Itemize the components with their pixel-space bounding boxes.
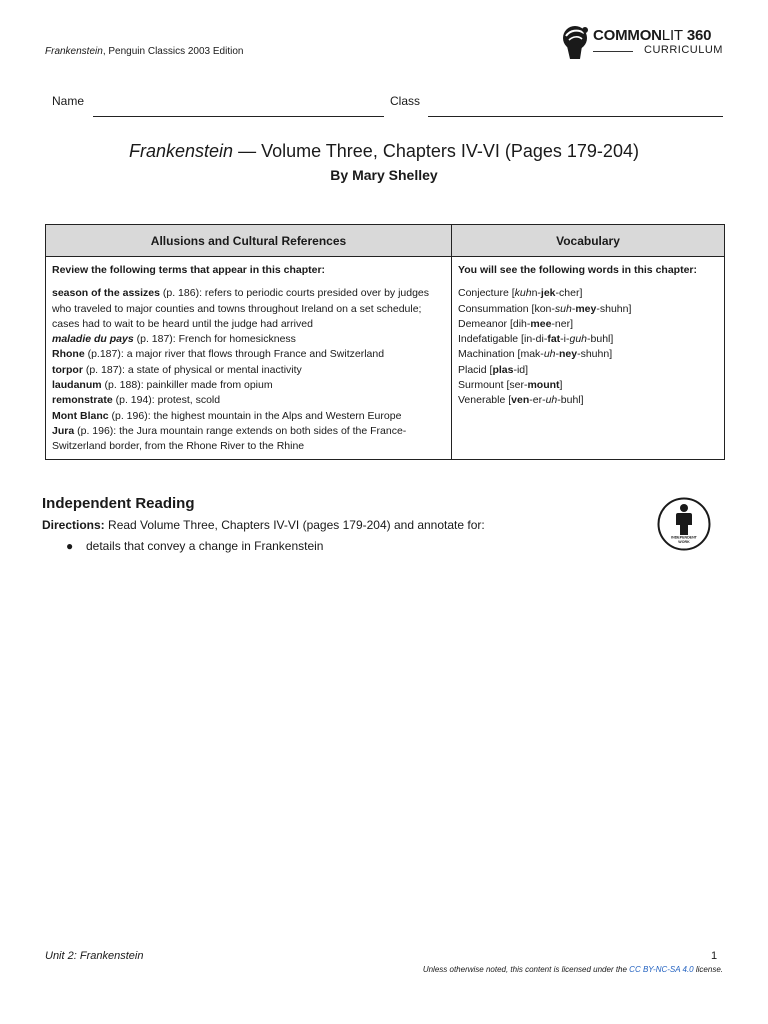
page-title <box>0 141 768 162</box>
commonlit-head-icon <box>560 24 592 62</box>
allusion-term: Mont Blanc <box>52 409 109 422</box>
class-label: Class <box>390 94 421 108</box>
allusion-definition: (p. 196): the Jura mountain range extends on both sides of the France-Switzerland border, from the Rhone River to the Rhine <box>52 424 407 453</box>
page-number: 1 <box>711 950 718 962</box>
vocabulary-cell <box>452 257 725 460</box>
vocab-entry: Venerable [ven-er-uh-buhl] <box>458 394 584 407</box>
vocab-entry: Surmount [ser-mount] <box>458 379 563 392</box>
brand-light: LIT <box>661 27 683 44</box>
icon-label-line1: INDEPENDENT <box>671 535 697 540</box>
vocab-pronunciation: plas-id <box>492 363 526 376</box>
bullet-icon: ● <box>66 539 74 553</box>
license-text: Unless otherwise noted, this content is licensed under the <box>422 965 630 974</box>
vocab-pronunciation: in-di-fat-i-guh-buhl <box>523 333 611 346</box>
license-notice <box>390 965 723 974</box>
vocab-entry: Demeanor [dih-mee-ner] <box>458 317 574 330</box>
vocab-entry: Machination [mak-uh-ney-shuhn] <box>458 348 613 361</box>
vocab-word: Machination <box>458 348 515 361</box>
vocab-word: Demeanor <box>458 317 508 330</box>
allusion-definition: (p. 187): French for homesickness <box>133 333 296 346</box>
allusion-entry <box>52 409 445 424</box>
allusions-intro: Review the following terms that appear in this chapter: <box>52 264 326 276</box>
independent-work-icon <box>657 497 711 551</box>
allusions-header: Allusions and Cultural References <box>46 225 452 257</box>
commonlit-logo <box>560 24 725 64</box>
allusion-term: laudanum <box>52 379 102 392</box>
chapter-range: — Volume Three, Chapters IV-VI (Pages 179-204) <box>233 141 639 161</box>
source-edition <box>45 46 243 57</box>
source-title: Frankenstein <box>45 46 103 57</box>
author-line: By Mary Shelley <box>330 167 438 183</box>
allusion-term: Rhone <box>52 348 85 361</box>
vocab-word: Indefatigable <box>458 333 519 346</box>
vocab-pronunciation: ven-er-uh-buhl <box>511 394 581 407</box>
source-edition-text: , Penguin Classics 2003 Edition <box>102 46 244 57</box>
vocab-pronunciation: kon-suh-mey-shuhn <box>534 302 629 315</box>
allusion-entry <box>52 424 445 455</box>
vocab-word: Surmount <box>458 379 504 392</box>
allusion-definition: (p.187): a major river that flows through France and Switzerland <box>84 348 385 361</box>
directions-text: Read Volume Three, Chapters IV-VI (pages 179-204) and annotate for: <box>104 518 485 532</box>
vocab-pronunciation: dih-mee-ner <box>512 317 571 330</box>
allusion-definition: (p. 188): painkiller made from opium <box>101 379 273 392</box>
allusion-term: Jura <box>52 424 75 437</box>
vocab-pronunciation: kuhn-jek-cher <box>514 287 580 300</box>
name-label: Name <box>52 94 85 108</box>
vocab-word: Placid <box>458 363 487 376</box>
vocabulary-header: Vocabulary <box>452 225 725 257</box>
allusions-list <box>52 286 445 454</box>
directions <box>42 518 485 532</box>
license-suffix: license. <box>693 965 723 974</box>
allusion-definition: (p. 194): protest, scold <box>112 394 221 407</box>
vocab-word: Conjecture <box>458 287 509 300</box>
allusion-entry <box>52 363 445 378</box>
allusion-definition: (p. 187): a state of physical or mental inactivity <box>82 363 302 376</box>
allusions-cell <box>46 257 452 460</box>
vocab-entry: Indefatigable [in-di-fat-i-guh-buhl] <box>458 333 614 346</box>
allusion-entry <box>52 286 445 332</box>
brand-tagline: CURRICULUM <box>644 44 723 56</box>
brand-bold: COMMON <box>593 27 662 44</box>
allusion-entry <box>52 378 445 393</box>
vocab-pronunciation: ser-mount <box>509 379 560 392</box>
bullet-text: details that convey a change in Frankenstein <box>86 539 324 553</box>
allusion-term: remonstrate <box>52 394 113 407</box>
allusion-entry <box>52 347 445 362</box>
footer-unit: Unit 2: Frankenstein <box>45 950 144 962</box>
directions-label: Directions: <box>42 518 105 532</box>
vocab-word: Venerable <box>458 394 506 407</box>
independent-reading-heading: Independent Reading <box>42 495 195 512</box>
vocabulary-intro: You will see the following words in this chapter: <box>458 264 697 276</box>
vocab-entry: Placid [plas-id] <box>458 363 529 376</box>
allusion-entry <box>52 332 445 347</box>
license-link[interactable]: CC BY-NC-SA 4.0 <box>629 965 694 974</box>
vocab-word: Consummation <box>458 302 529 315</box>
vocabulary-list <box>458 286 718 408</box>
work-title: Frankenstein <box>129 141 234 161</box>
class-field[interactable] <box>428 116 723 117</box>
vocab-entry: Consummation [kon-suh-mey-shuhn] <box>458 302 632 315</box>
icon-label-line2: WORK <box>678 540 690 544</box>
vocab-entry: Conjecture [kuhn-jek-cher] <box>458 287 583 300</box>
logo-divider <box>593 51 633 52</box>
allusion-definition: (p. 196): the highest mountain in the Alps and Western Europe <box>108 409 402 422</box>
brand-number: 360 <box>686 27 712 44</box>
name-field[interactable] <box>93 116 384 117</box>
allusion-term: maladie du pays <box>52 333 134 346</box>
allusion-term: season of the assizes <box>52 287 160 300</box>
brand-name <box>593 27 711 44</box>
bullet-item <box>66 539 323 553</box>
allusion-term: torpor <box>52 363 83 376</box>
allusion-definition: (p. 186): refers to periodic courts presided over by judges who traveled to major counties and towns throughout Ireland on a set schedule; cases had to wait to be heard until the judge had arrived <box>52 287 430 330</box>
vocab-pronunciation: mak-uh-ney-shuhn <box>520 348 610 361</box>
allusion-entry <box>52 393 445 408</box>
references-table <box>45 224 725 460</box>
